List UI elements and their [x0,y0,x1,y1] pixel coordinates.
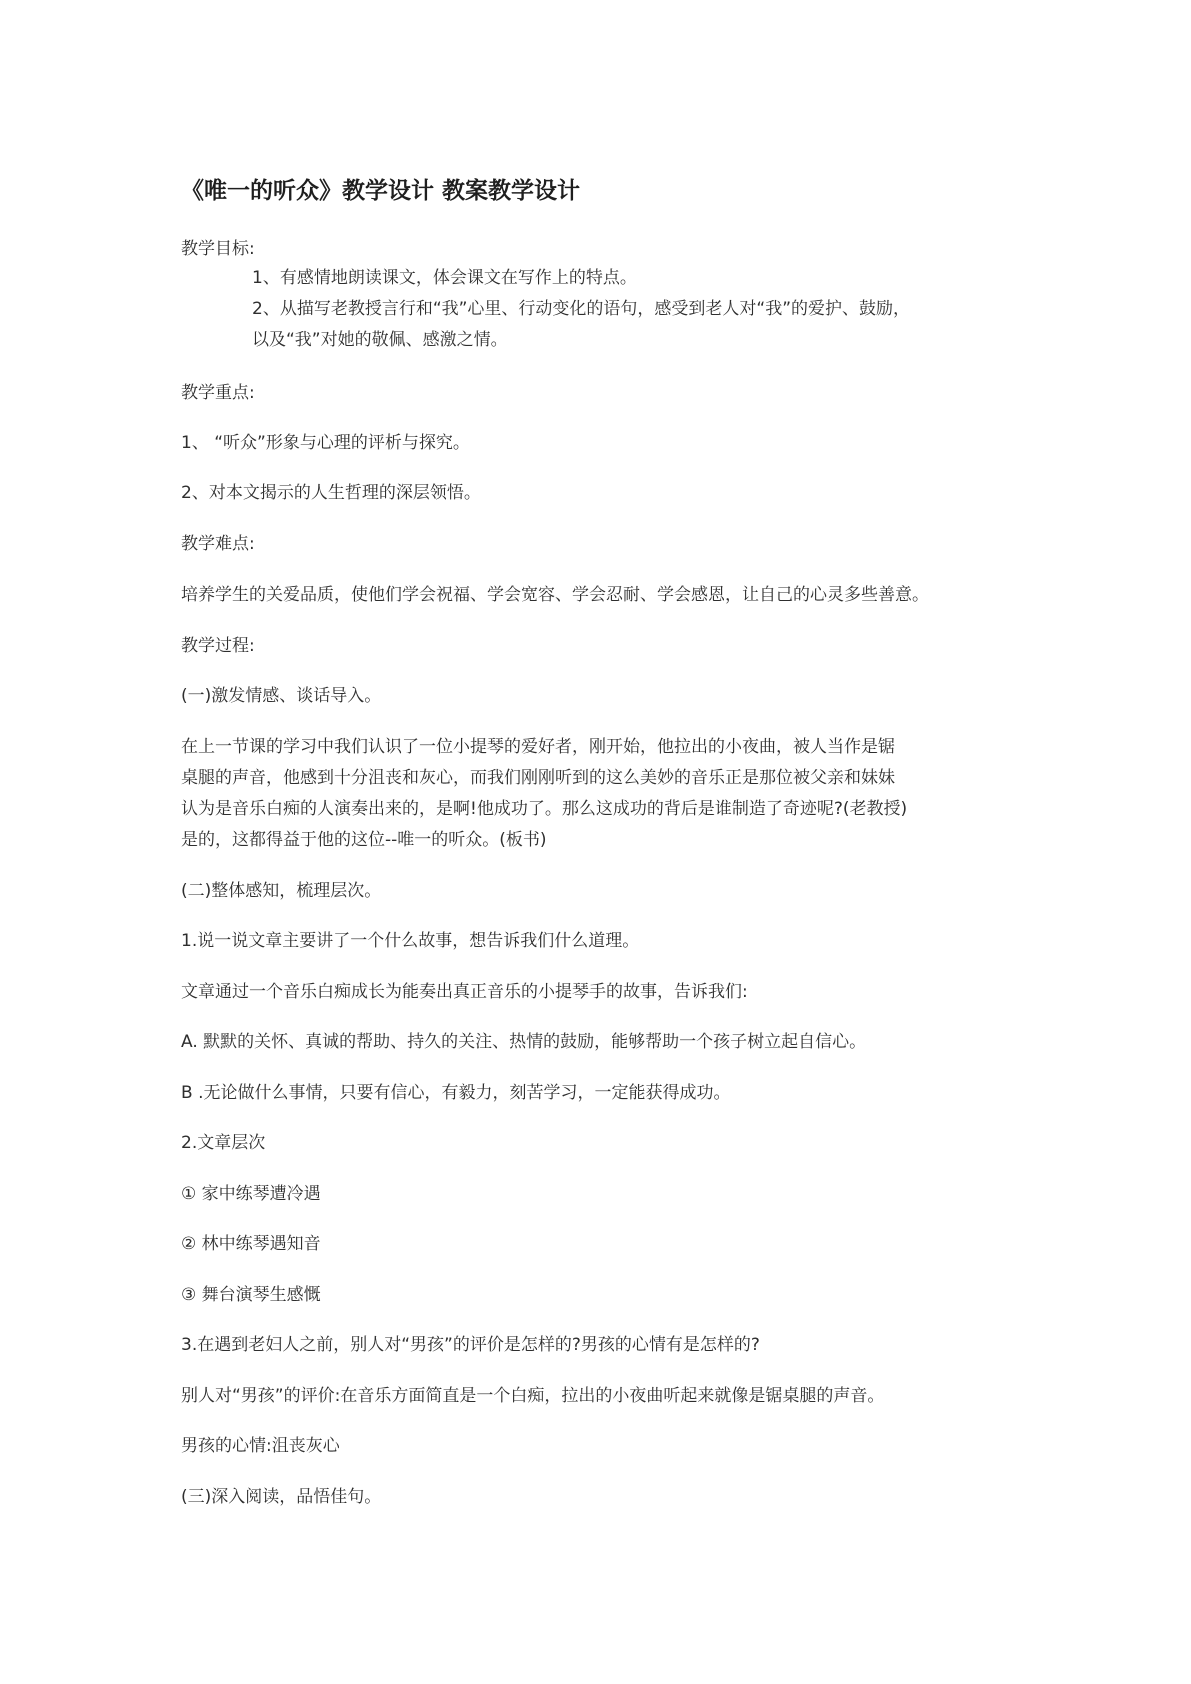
difficulty-text: 培养学生的关爱品质，使他们学会祝福、学会宽容、学会忍耐、学会感恩，让自己的心灵多些善意。 [181,585,929,605]
objective-1: 1、有感情地朗读课文，体会课文在写作上的特点。 [252,268,637,288]
section-3-heading: (三)深入阅读，品悟佳句。 [181,1487,382,1507]
answer-3-evaluation: 别人对“男孩”的评价:在音乐方面简直是一个白痴，拉出的小夜曲听起来就像是锯桌腿的声音。 [181,1386,885,1406]
answer-1-a: A. 默默的关怀、真诚的帮助、持久的关注、热情的鼓励，能够帮助一个孩子树立起自信心。 [181,1032,867,1052]
question-1: 1.说一说文章主要讲了一个什么故事，想告诉我们什么道理。 [181,931,640,951]
level-3: ③ 舞台演琴生感慨 [181,1285,321,1305]
answer-1-b: B .无论做什么事情，只要有信心，有毅力，刻苦学习，一定能获得成功。 [181,1083,731,1103]
key-point-1: 1、 “听众”形象与心理的评析与探究。 [181,433,470,453]
level-2: ② 林中练琴遇知音 [181,1234,321,1254]
answer-3-mood: 男孩的心情:沮丧灰心 [181,1436,340,1456]
objective-2: 2、从描写老教授言行和“我”心里、行动变化的语句，感受到老人对“我”的爱护、鼓励， [252,299,911,319]
intro-paragraph-line-2: 桌腿的声音，他感到十分沮丧和灰心，而我们刚刚听到的这么美妙的音乐正是那位被父亲和妹妹 [181,768,895,788]
heading-difficulties: 教学难点: [181,534,255,554]
objective-2-continued: 以及“我”对她的敬佩、感激之情。 [252,330,508,350]
question-3: 3.在遇到老妇人之前，别人对“男孩”的评价是怎样的?男孩的心情有是怎样的? [181,1335,760,1355]
intro-paragraph-line-1: 在上一节课的学习中我们认识了一位小提琴的爱好者，刚开始，他拉出的小夜曲，被人当作是锯 [181,737,895,757]
intro-paragraph-line-3: 认为是音乐白痴的人演奏出来的，是啊!他成功了。那么这成功的背后是谁制造了奇迹呢?(老教授) [181,799,908,819]
heading-key-points: 教学重点: [181,383,255,403]
answer-1-intro: 文章通过一个音乐白痴成长为能奏出真正音乐的小提琴手的故事，告诉我们: [181,982,748,1002]
section-1-heading: (一)激发情感、谈话导入。 [181,686,382,706]
heading-process: 教学过程: [181,636,255,656]
section-2-heading: (二)整体感知，梳理层次。 [181,881,382,901]
level-1: ① 家中练琴遭冷遇 [181,1184,321,1204]
heading-objectives: 教学目标: [181,239,255,259]
question-2: 2.文章层次 [181,1133,266,1153]
intro-paragraph-line-4: 是的，这都得益于他的这位--唯一的听众。(板书) [181,830,547,850]
document-title: 《唯一的听众》教学设计 教案教学设计 [181,178,581,204]
key-point-2: 2、对本文揭示的人生哲理的深层领悟。 [181,483,481,503]
